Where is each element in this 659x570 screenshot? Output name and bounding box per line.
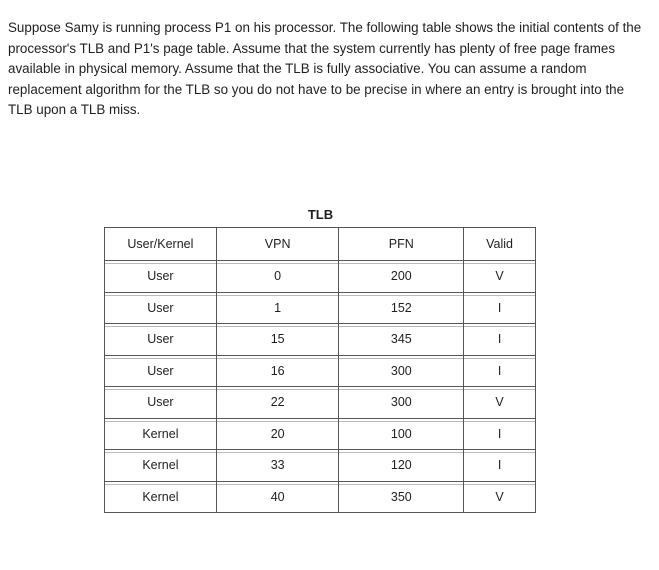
cell-pfn: 345	[339, 324, 464, 356]
question-text: Suppose Samy is running process P1 on his processor. The following table shows the initial contents of the processor's TLB and P1's page table. Assume that the system currently has plenty of free page frames available in physical memory. Assume that the TLB is fully associative. You can assume a random replacement algorithm for the TLB so you do not have to be precise in where an entry is brought into the TLB upon a TLB miss.	[8, 20, 642, 118]
tlb-title: TLB	[307, 207, 334, 222]
table-header-row	[105, 228, 536, 261]
cell-vpn: 1	[217, 293, 340, 325]
cell-valid: V	[464, 387, 536, 419]
cell-valid: V	[464, 482, 536, 514]
cell-vpn: 15	[217, 324, 340, 356]
cell-valid: V	[464, 261, 536, 293]
cell-vpn: 16	[217, 356, 340, 388]
cell-pfn: 350	[339, 482, 464, 514]
cell-mode: User	[105, 356, 217, 388]
cell-vpn: 40	[217, 482, 340, 514]
header-user-kernel: User/Kernel	[105, 228, 217, 261]
cell-valid: I	[464, 293, 536, 325]
cell-vpn: 0	[217, 261, 340, 293]
header-vpn: VPN	[217, 228, 340, 261]
table-row	[105, 324, 536, 356]
cell-pfn: 200	[339, 261, 464, 293]
cell-vpn: 20	[217, 419, 340, 451]
cell-pfn: 300	[339, 356, 464, 388]
cell-pfn: 120	[339, 450, 464, 482]
cell-pfn: 300	[339, 387, 464, 419]
cell-mode: Kernel	[105, 419, 217, 451]
table-row	[105, 450, 536, 482]
cell-mode: User	[105, 293, 217, 325]
cell-pfn: 100	[339, 419, 464, 451]
table-row	[105, 261, 536, 293]
table-row	[105, 356, 536, 388]
cell-mode: User	[105, 261, 217, 293]
header-valid: Valid	[464, 228, 536, 261]
cell-valid: I	[464, 419, 536, 451]
cell-valid: I	[464, 356, 536, 388]
cell-vpn: 33	[217, 450, 340, 482]
cell-mode: User	[105, 387, 217, 419]
table-row	[105, 387, 536, 419]
tlb-table	[104, 227, 536, 513]
header-pfn: PFN	[339, 228, 464, 261]
cell-mode: Kernel	[105, 450, 217, 482]
cell-mode: User	[105, 324, 217, 356]
table-row	[105, 482, 536, 514]
table-row	[105, 293, 536, 325]
cell-pfn: 152	[339, 293, 464, 325]
cell-valid: I	[464, 324, 536, 356]
table-row	[105, 419, 536, 451]
cell-vpn: 22	[217, 387, 340, 419]
cell-valid: I	[464, 450, 536, 482]
cell-mode: Kernel	[105, 482, 217, 514]
